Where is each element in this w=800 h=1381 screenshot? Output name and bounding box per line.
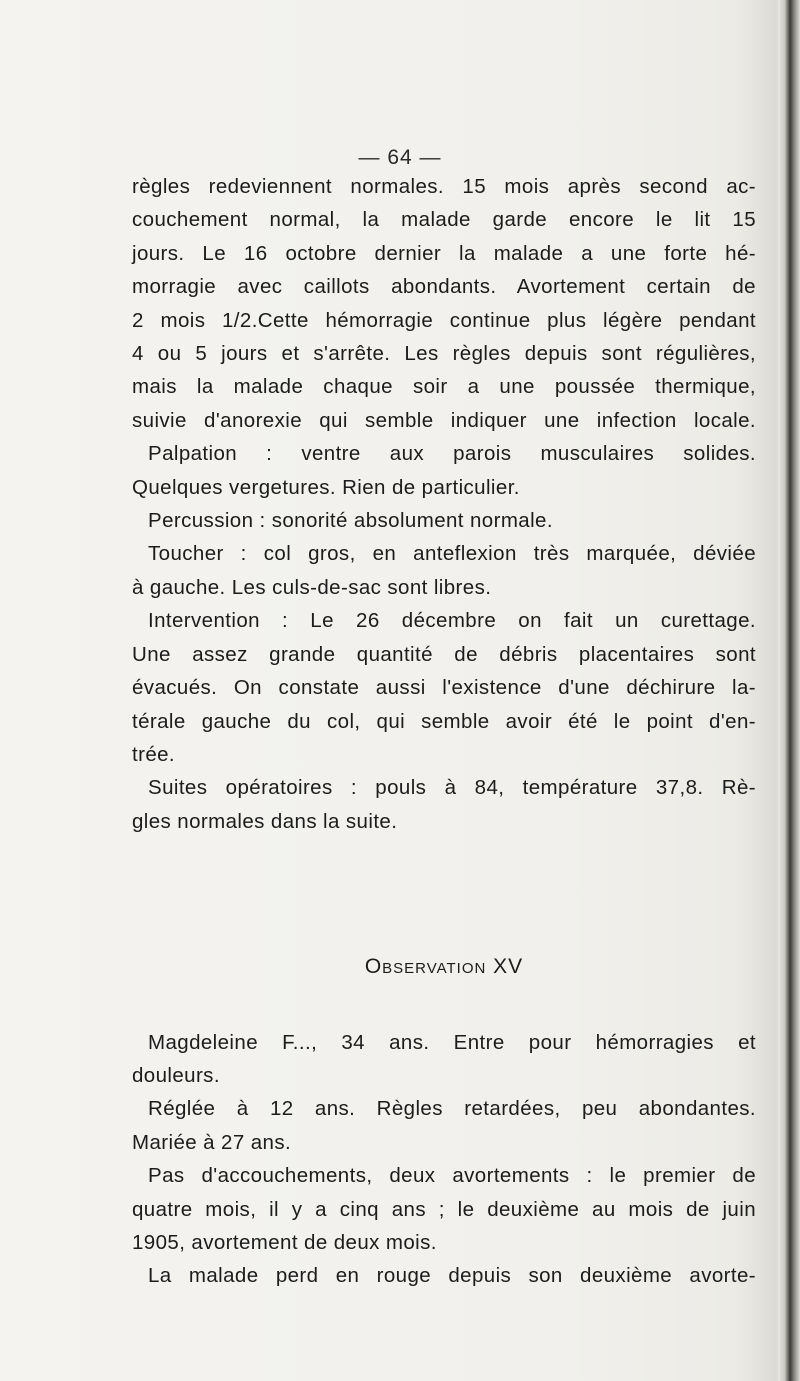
text-line: jours. Le 16 octobre dernier la malade a une forte hé- [132,241,756,265]
text-line: Intervention : Le 26 décembre on fait un curettage. [148,609,756,633]
text-line: Quelques vergetures. Rien de particulier. [132,475,520,499]
observation-heading-text: Observation XV [364,955,524,979]
section-spacer [132,984,756,1026]
text-line: 1905, avortement de deux mois. [132,1230,437,1254]
text-line: Magdeleine F..., 34 ans. Entre pour hémorragies et [148,1030,756,1054]
text-line: Une assez grande quantité de débris placentaires sont [132,642,756,666]
text-line: morragie avec caillots abondants. Avortement certain de [132,275,756,299]
text-line: règles redeviennent normales. 15 mois après second ac- [132,175,756,198]
text-line: trée. [132,742,176,766]
text-line: 2 mois 1/2.Cette hémorragie continue plus légère pendant [132,308,756,332]
text-line: Réglée à 12 ans. Règles retardées, peu abondantes. [148,1097,756,1121]
text-line: à gauche. Les culs-de-sac sont libres. [132,575,492,599]
text-line: La malade perd en rouge depuis son deuxième avorte- [148,1264,756,1288]
text-line: térale gauche du col, qui semble avoir été le point d'en- [132,709,756,733]
text-line: Toucher : col gros, en anteflexion très marquée, déviée [148,542,756,566]
text-line: 4 ou 5 jours et s'arrête. Les règles depuis sont régulières, [132,342,756,366]
body-text [132,170,756,1293]
text-line: suivie d'anorexie qui semble indiquer une infection locale. [132,408,756,432]
text-line: Pas d'accouchements, deux avortements : le premier de [148,1164,756,1188]
text-line: Palpation : ventre aux parois musculaires solides. [148,442,756,466]
text-line: douleurs. [132,1063,220,1087]
text-line: Mariée à 27 ans. [132,1130,292,1154]
text-line: Percussion : sonorité absolument normale. [148,509,553,533]
observation-heading [132,950,756,983]
text-line: couchement normal, la malade garde encore le lit 15 [132,208,756,232]
page-number: — 64 — [358,146,442,169]
page-binding-edge [778,0,800,1381]
text-line: quatre mois, il y a cinq ans ; le deuxième au mois de juin [132,1197,756,1221]
text-line: mais la malade chaque soir a une poussée thermique, [132,375,756,399]
text-line: évacués. On constate aussi l'existence d'une déchirure la- [132,676,756,700]
section-spacer [132,838,756,950]
text-line: gles normales dans la suite. [132,809,398,833]
text-line: Suites opératoires : pouls à 84, température 37,8. Rè- [148,776,756,800]
